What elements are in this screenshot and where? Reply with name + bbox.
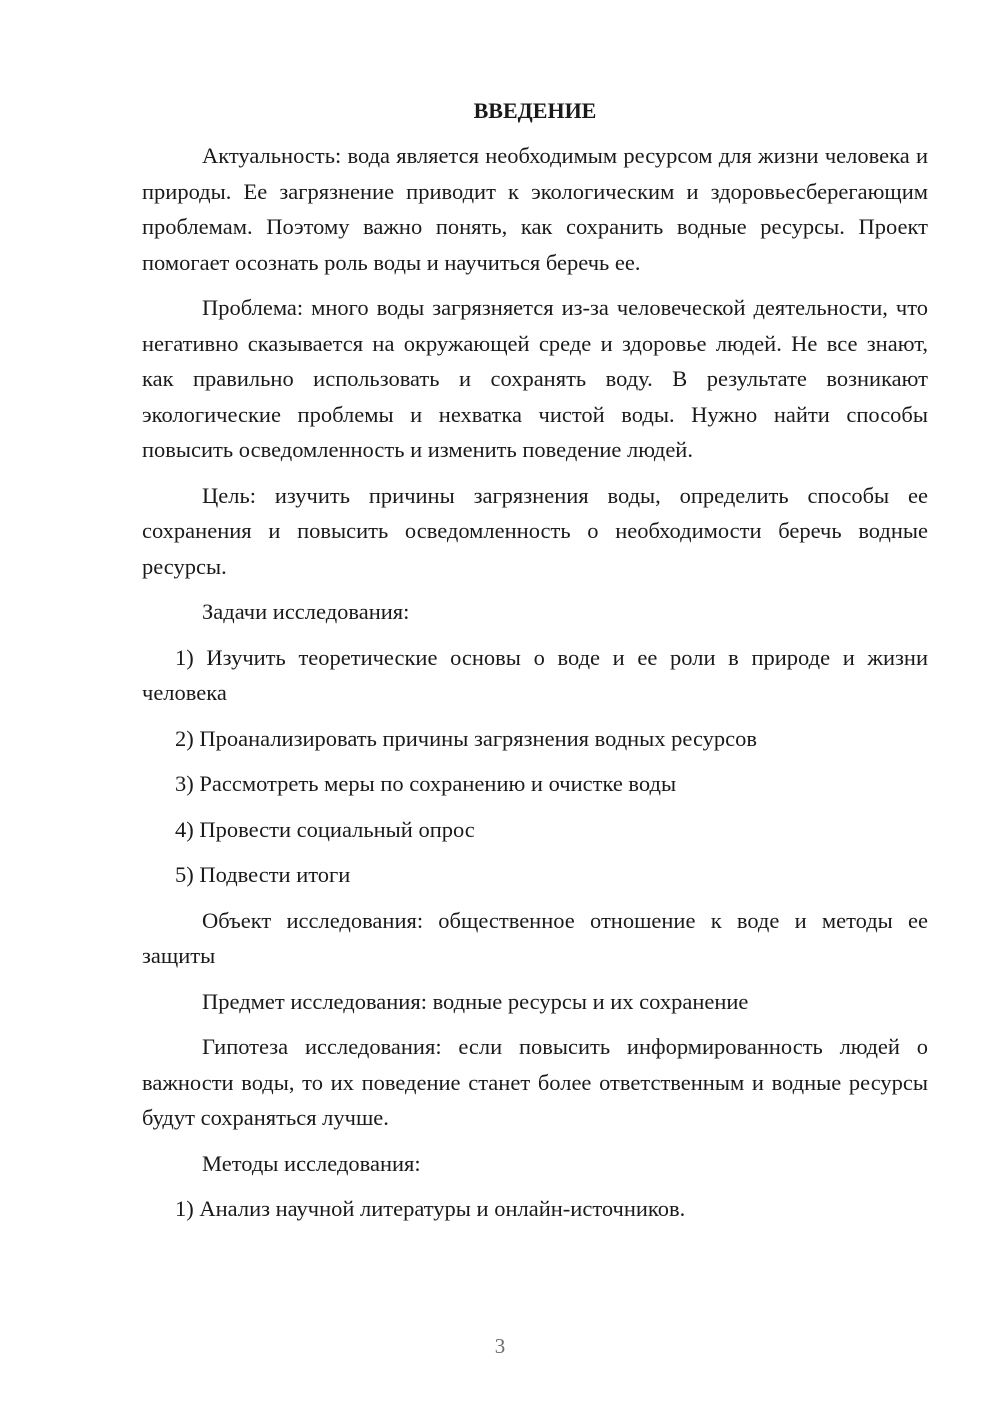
method-item: 1) Анализ научной литературы и онлайн-источников. <box>175 1196 686 1221</box>
paragraph-problem: Проблема: много воды загрязняется из-за человеческой деятельности, что негативно сказывается на окружающей среде и здоровье людей. Не все знают, как правильно использовать и сохранять воду. В результате возникают экологические проблемы и нехватка чистой воды. Нужно найти способы повысить осведомленность и изменить поведение людей. <box>142 295 928 462</box>
task-item: 5) Подвести итоги <box>175 862 351 887</box>
tasks-heading: Задачи исследования: <box>202 599 410 624</box>
page-number: 3 <box>494 1334 506 1358</box>
paragraph-subject: Предмет исследования: водные ресурсы и их сохранение <box>202 988 749 1014</box>
task-item: 1) Изучить теоретические основы о воде и ее роли в природе и жизни человека <box>142 644 928 705</box>
paragraph-hypothesis: Гипотеза исследования: если повысить информированность людей о важности воды, то их поведение станет более ответственным и водные ресурсы будут сохраняться лучше. <box>142 1034 928 1130</box>
task-item: 4) Провести социальный опрос <box>175 816 475 842</box>
task-item: 2) Проанализировать причины загрязнения водных ресурсов <box>175 725 758 751</box>
paragraph-goal: Цель: изучить причины загрязнения воды, определить способы ее сохранения и повысить осведомленность о необходимости беречь водные ресурсы. <box>142 482 928 579</box>
page-content <box>142 96 928 1237</box>
task-item: 3) Рассмотреть меры по сохранению и очистке воды <box>175 771 677 796</box>
methods-heading: Методы исследования: <box>202 1150 421 1176</box>
paragraph-object: Объект исследования: общественное отношение к воде и методы ее защиты <box>142 907 928 968</box>
section-title: ВВЕДЕНИЕ <box>473 98 597 123</box>
paragraph-relevance: Актуальность: вода является необходимым ресурсом для жизни человека и природы. Ее загрязнение приводит к экологическим и здоровьесберегающим проблемам. Поэтому важно понять, как сохранить водные ресурсы. Проект помогает осознать роль воды и научиться беречь ее. <box>142 143 928 275</box>
